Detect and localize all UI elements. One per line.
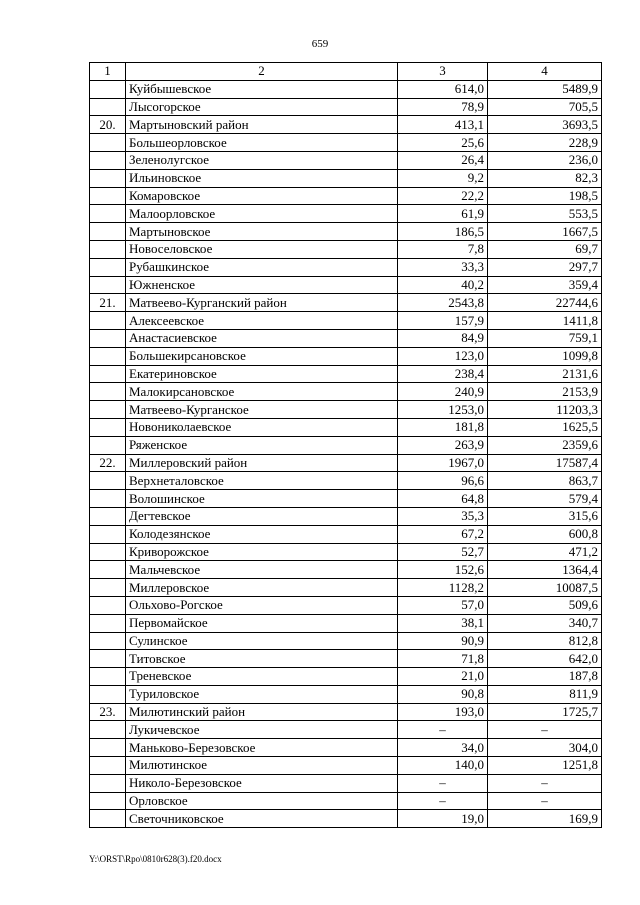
settlement-name-cell: Малоорловское	[126, 205, 398, 223]
value-col4-cell: 236,0	[488, 151, 602, 169]
value-col3-cell: –	[398, 774, 488, 792]
table-row	[90, 668, 602, 686]
table-row	[90, 276, 602, 294]
table-row	[90, 418, 602, 436]
value-col3-cell: 413,1	[398, 116, 488, 134]
value-col3-cell: 21,0	[398, 668, 488, 686]
settlement-name-cell: Большеорловское	[126, 134, 398, 152]
table-row	[90, 187, 602, 205]
value-col3-cell: 84,9	[398, 329, 488, 347]
table-row	[90, 312, 602, 330]
settlement-name-cell: Алексеевское	[126, 312, 398, 330]
table-row	[90, 205, 602, 223]
value-col3-cell: 40,2	[398, 276, 488, 294]
table-row	[90, 543, 602, 561]
value-col4-cell: 471,2	[488, 543, 602, 561]
header-cell: 2	[126, 63, 398, 81]
table-row	[90, 507, 602, 525]
settlement-name-cell: Ильиновское	[126, 169, 398, 187]
value-col4-cell: 315,6	[488, 507, 602, 525]
table-row	[90, 472, 602, 490]
table-row	[90, 454, 602, 472]
value-col3-cell: 34,0	[398, 739, 488, 757]
row-number-cell	[90, 472, 126, 490]
value-col4-cell: 600,8	[488, 525, 602, 543]
table-row	[90, 116, 602, 134]
value-col4-cell: 1251,8	[488, 757, 602, 775]
value-col4-cell: 509,6	[488, 596, 602, 614]
value-col4-cell: 1411,8	[488, 312, 602, 330]
row-number-cell	[90, 739, 126, 757]
row-number-cell	[90, 383, 126, 401]
settlement-name-cell: Ольхово-Рогское	[126, 596, 398, 614]
value-col3-cell: 22,2	[398, 187, 488, 205]
settlement-name-cell: Светочниковское	[126, 810, 398, 828]
value-col3-cell: 33,3	[398, 258, 488, 276]
value-col4-cell: –	[488, 774, 602, 792]
table-row	[90, 650, 602, 668]
value-col3-cell: 123,0	[398, 347, 488, 365]
row-number-cell: 20.	[90, 116, 126, 134]
table-row	[90, 739, 602, 757]
value-col4-cell: 228,9	[488, 134, 602, 152]
row-number-cell	[90, 810, 126, 828]
settlement-name-cell: Дегтевское	[126, 507, 398, 525]
settlement-name-cell: Титовское	[126, 650, 398, 668]
settlement-name-cell: Миллеровское	[126, 579, 398, 597]
settlement-name-cell: Мальчевское	[126, 561, 398, 579]
settlement-name-cell: Милютинский район	[126, 703, 398, 721]
value-col3-cell: 26,4	[398, 151, 488, 169]
row-number-cell	[90, 596, 126, 614]
row-number-cell: 23.	[90, 703, 126, 721]
value-col4-cell: 1364,4	[488, 561, 602, 579]
value-col3-cell: 52,7	[398, 543, 488, 561]
value-col4-cell: 169,9	[488, 810, 602, 828]
footer-file-path: Y:\ORST\Rpo\0810r628(3).f20.docx	[89, 854, 222, 864]
row-number-cell: 22.	[90, 454, 126, 472]
table-row	[90, 525, 602, 543]
value-col3-cell: 240,9	[398, 383, 488, 401]
value-col4-cell: 2153,9	[488, 383, 602, 401]
table-row	[90, 169, 602, 187]
value-col4-cell: 811,9	[488, 685, 602, 703]
settlement-name-cell: Маньково-Березовское	[126, 739, 398, 757]
value-col3-cell: 193,0	[398, 703, 488, 721]
value-col4-cell: 82,3	[488, 169, 602, 187]
table-row	[90, 258, 602, 276]
row-number-cell	[90, 276, 126, 294]
value-col4-cell: 304,0	[488, 739, 602, 757]
header-cell: 3	[398, 63, 488, 81]
row-number-cell	[90, 401, 126, 419]
table-row	[90, 80, 602, 98]
row-number-cell	[90, 329, 126, 347]
value-col3-cell: 152,6	[398, 561, 488, 579]
table-row	[90, 703, 602, 721]
value-col3-cell: 157,9	[398, 312, 488, 330]
row-number-cell	[90, 650, 126, 668]
value-col3-cell: 1967,0	[398, 454, 488, 472]
settlement-name-cell: Криворожское	[126, 543, 398, 561]
value-col3-cell: 1128,2	[398, 579, 488, 597]
table-row	[90, 294, 602, 312]
data-table	[89, 62, 602, 828]
table-row	[90, 792, 602, 810]
row-number-cell	[90, 151, 126, 169]
value-col4-cell: 187,8	[488, 668, 602, 686]
value-col3-cell: 19,0	[398, 810, 488, 828]
settlement-name-cell: Рубашкинское	[126, 258, 398, 276]
settlement-name-cell: Новоселовское	[126, 240, 398, 258]
value-col4-cell: 812,8	[488, 632, 602, 650]
settlement-name-cell: Большекирсановское	[126, 347, 398, 365]
value-col4-cell: 759,1	[488, 329, 602, 347]
settlement-name-cell: Матвеево-Курганское	[126, 401, 398, 419]
table-row	[90, 810, 602, 828]
value-col3-cell: 1253,0	[398, 401, 488, 419]
value-col3-cell: 78,9	[398, 98, 488, 116]
settlement-name-cell: Лукичевское	[126, 721, 398, 739]
row-number-cell	[90, 614, 126, 632]
value-col4-cell: 553,5	[488, 205, 602, 223]
row-number-cell	[90, 668, 126, 686]
header-cell: 4	[488, 63, 602, 81]
row-number-cell	[90, 490, 126, 508]
settlement-name-cell: Туриловское	[126, 685, 398, 703]
row-number-cell	[90, 98, 126, 116]
settlement-name-cell: Первомайское	[126, 614, 398, 632]
table-row	[90, 596, 602, 614]
table-row	[90, 223, 602, 241]
value-col4-cell: 10087,5	[488, 579, 602, 597]
value-col4-cell: 198,5	[488, 187, 602, 205]
value-col3-cell: 61,9	[398, 205, 488, 223]
settlement-name-cell: Малокирсановское	[126, 383, 398, 401]
table-row	[90, 401, 602, 419]
settlement-name-cell: Орловское	[126, 792, 398, 810]
value-col3-cell: 2543,8	[398, 294, 488, 312]
value-col4-cell: 863,7	[488, 472, 602, 490]
value-col3-cell: 90,9	[398, 632, 488, 650]
value-col4-cell: 1667,5	[488, 223, 602, 241]
row-number-cell	[90, 134, 126, 152]
settlement-name-cell: Верхнеталовское	[126, 472, 398, 490]
value-col4-cell: 17587,4	[488, 454, 602, 472]
row-number-cell	[90, 579, 126, 597]
row-number-cell	[90, 774, 126, 792]
settlement-name-cell: Милютинское	[126, 757, 398, 775]
row-number-cell	[90, 205, 126, 223]
value-col4-cell: 11203,3	[488, 401, 602, 419]
value-col3-cell: –	[398, 721, 488, 739]
row-number-cell	[90, 187, 126, 205]
value-col4-cell: 359,4	[488, 276, 602, 294]
value-col3-cell: 71,8	[398, 650, 488, 668]
value-col3-cell: 263,9	[398, 436, 488, 454]
row-number-cell	[90, 223, 126, 241]
settlement-name-cell: Зеленолугское	[126, 151, 398, 169]
table-row	[90, 365, 602, 383]
row-number-cell	[90, 347, 126, 365]
value-col4-cell: 1725,7	[488, 703, 602, 721]
table-row	[90, 240, 602, 258]
table-row	[90, 436, 602, 454]
table-row	[90, 774, 602, 792]
settlement-name-cell: Куйбышевское	[126, 80, 398, 98]
table-row	[90, 347, 602, 365]
table-body	[90, 63, 602, 828]
value-col4-cell: 22744,6	[488, 294, 602, 312]
settlement-name-cell: Анастасиевское	[126, 329, 398, 347]
settlement-name-cell: Сулинское	[126, 632, 398, 650]
value-col3-cell: 67,2	[398, 525, 488, 543]
settlement-name-cell: Екатериновское	[126, 365, 398, 383]
row-number-cell	[90, 240, 126, 258]
settlement-name-cell: Матвеево-Курганский район	[126, 294, 398, 312]
row-number-cell	[90, 721, 126, 739]
value-col4-cell: 69,7	[488, 240, 602, 258]
table-header-row	[90, 63, 602, 81]
settlement-name-cell: Новониколаевское	[126, 418, 398, 436]
settlement-name-cell: Николо-Березовское	[126, 774, 398, 792]
value-col3-cell: 25,6	[398, 134, 488, 152]
table-row	[90, 561, 602, 579]
settlement-name-cell: Лысогорское	[126, 98, 398, 116]
table-row	[90, 579, 602, 597]
table-row	[90, 383, 602, 401]
value-col4-cell: 340,7	[488, 614, 602, 632]
settlement-name-cell: Треневское	[126, 668, 398, 686]
value-col3-cell: 181,8	[398, 418, 488, 436]
settlement-name-cell: Мартыновское	[126, 223, 398, 241]
value-col3-cell: 9,2	[398, 169, 488, 187]
value-col4-cell: 3693,5	[488, 116, 602, 134]
value-col3-cell: 7,8	[398, 240, 488, 258]
row-number-cell	[90, 169, 126, 187]
row-number-cell	[90, 561, 126, 579]
value-col3-cell: 38,1	[398, 614, 488, 632]
value-col4-cell: –	[488, 792, 602, 810]
header-cell: 1	[90, 63, 126, 81]
row-number-cell	[90, 312, 126, 330]
value-col3-cell: 90,8	[398, 685, 488, 703]
value-col3-cell: 64,8	[398, 490, 488, 508]
row-number-cell	[90, 80, 126, 98]
table-row	[90, 329, 602, 347]
table-row	[90, 721, 602, 739]
value-col4-cell: 2359,6	[488, 436, 602, 454]
settlement-name-cell: Южненское	[126, 276, 398, 294]
value-col3-cell: 35,3	[398, 507, 488, 525]
value-col4-cell: 1099,8	[488, 347, 602, 365]
table-row	[90, 151, 602, 169]
settlement-name-cell: Колодезянское	[126, 525, 398, 543]
row-number-cell	[90, 685, 126, 703]
table-row	[90, 757, 602, 775]
row-number-cell	[90, 436, 126, 454]
row-number-cell	[90, 632, 126, 650]
value-col4-cell: –	[488, 721, 602, 739]
value-col4-cell: 705,5	[488, 98, 602, 116]
page-number: 659	[311, 38, 329, 50]
row-number-cell	[90, 258, 126, 276]
settlement-name-cell: Миллеровский район	[126, 454, 398, 472]
row-number-cell: 21.	[90, 294, 126, 312]
table-row	[90, 614, 602, 632]
value-col4-cell: 579,4	[488, 490, 602, 508]
value-col3-cell: 140,0	[398, 757, 488, 775]
table-row	[90, 98, 602, 116]
value-col3-cell: 57,0	[398, 596, 488, 614]
value-col3-cell: –	[398, 792, 488, 810]
value-col4-cell: 297,7	[488, 258, 602, 276]
row-number-cell	[90, 525, 126, 543]
table-row	[90, 685, 602, 703]
value-col3-cell: 186,5	[398, 223, 488, 241]
value-col3-cell: 238,4	[398, 365, 488, 383]
settlement-name-cell: Мартыновский район	[126, 116, 398, 134]
row-number-cell	[90, 757, 126, 775]
value-col4-cell: 5489,9	[488, 80, 602, 98]
row-number-cell	[90, 365, 126, 383]
table-row	[90, 490, 602, 508]
row-number-cell	[90, 792, 126, 810]
row-number-cell	[90, 543, 126, 561]
value-col4-cell: 1625,5	[488, 418, 602, 436]
row-number-cell	[90, 507, 126, 525]
settlement-name-cell: Волошинское	[126, 490, 398, 508]
table-row	[90, 134, 602, 152]
value-col4-cell: 642,0	[488, 650, 602, 668]
value-col3-cell: 614,0	[398, 80, 488, 98]
value-col4-cell: 2131,6	[488, 365, 602, 383]
row-number-cell	[90, 418, 126, 436]
table-row	[90, 632, 602, 650]
settlement-name-cell: Комаровское	[126, 187, 398, 205]
settlement-name-cell: Ряженское	[126, 436, 398, 454]
value-col3-cell: 96,6	[398, 472, 488, 490]
